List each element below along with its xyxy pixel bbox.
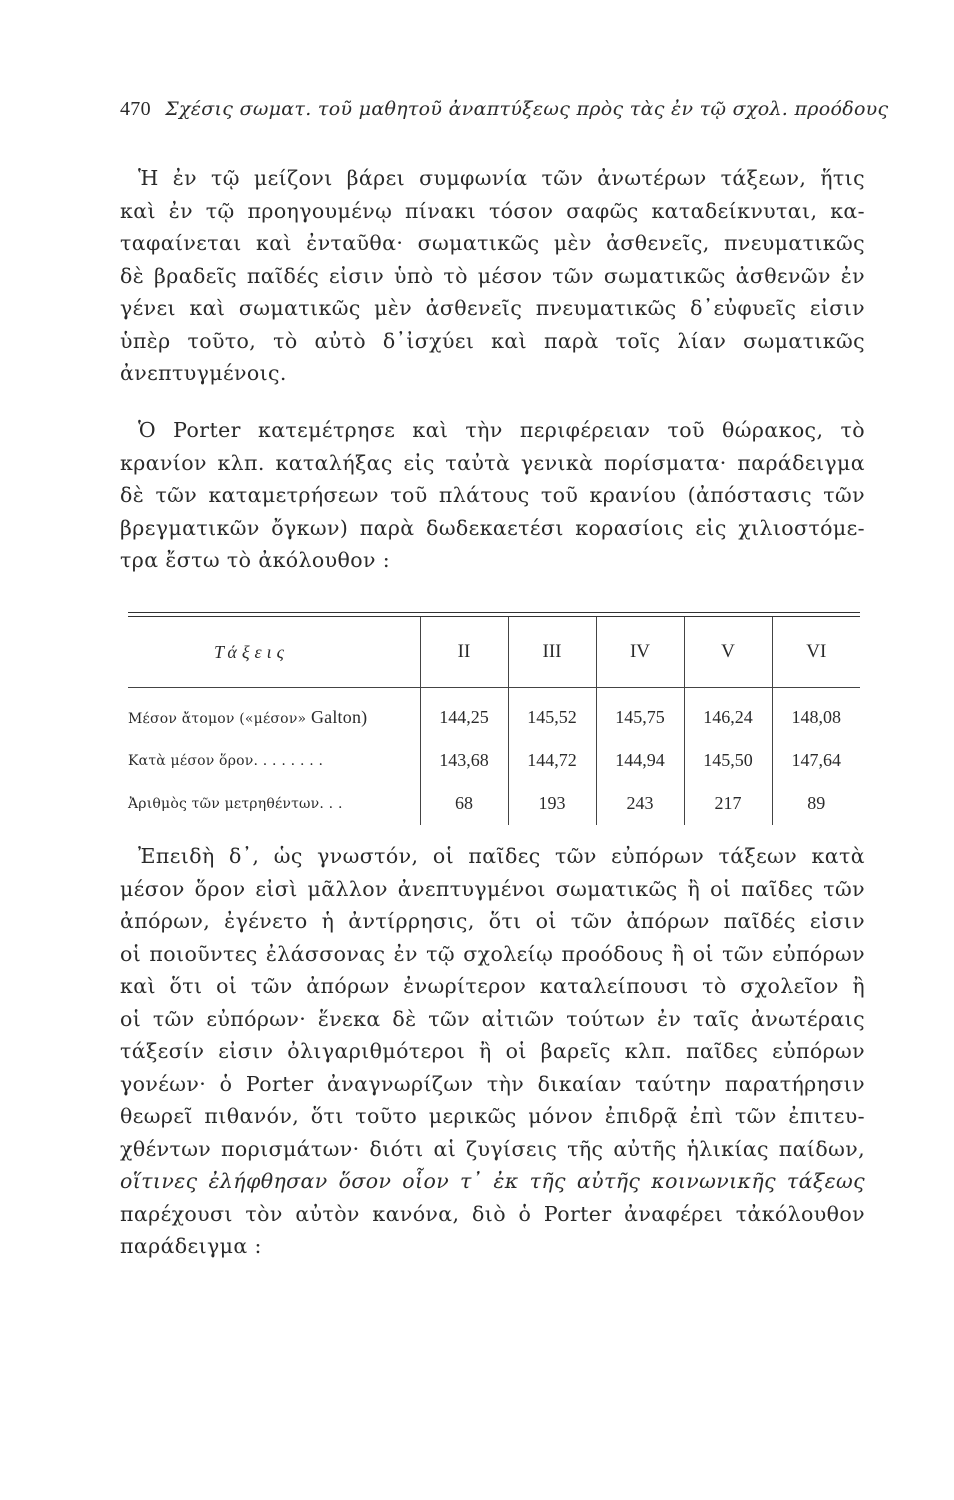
paragraph-2 [120, 414, 865, 577]
text-line: Ἡ ἐν τῷ μείζονι βάρει συμφωνία τῶν ἀνωτέρων τάξεων, ἥτις [138, 166, 865, 190]
table-row [128, 688, 860, 739]
table-cell: 148,08 [772, 688, 860, 739]
text-line: βρεγματικῶν ὄγκων) παρὰ δωδεκαετέσι κορασίοις εἰς χιλιοστόμε- [120, 515, 865, 540]
text-line: γένει καὶ σωματικῶς μὲν ἀσθενεῖς πνευματικῶς δ᾽εὐφυεῖς εἰσιν [120, 296, 865, 320]
column-header: II [420, 617, 508, 688]
text-line: τάξεσίν εἰσιν ὀλιγαριθμότεροι ἢ οἱ βαρεῖς κλπ. παῖδες εὐπόρων [120, 1039, 865, 1063]
table-row [128, 739, 860, 782]
table-cell: 146,24 [684, 688, 772, 739]
text-line: καὶ ὅτι οἱ τῶν ἀπόρων ἐνωρίτερον καταλείπουσι τὸ σχολεῖον ἢ [120, 974, 865, 998]
table-cell: 144,94 [596, 739, 684, 782]
table-cell: 243 [596, 782, 684, 825]
table-cell: 145,52 [508, 688, 596, 739]
table-cell: 89 [772, 782, 860, 825]
text-line: Ὁ Porter κατεμέτρησε καὶ τὴν περιφέρειαν τοῦ θώρακος, τὸ [138, 418, 865, 442]
text-line: μέσον ὅρον εἰσὶ μᾶλλον ἀνεπτυγμένοι σωματικῶς ἢ οἱ παῖδες τῶν [120, 876, 865, 901]
text-line: ἀνεπτυγμένοις. [120, 361, 287, 385]
table-cell: 143,68 [420, 739, 508, 782]
text-line: τρα ἔστω τὸ ἀκόλουθον : [120, 548, 391, 572]
text-line: κρανίον κλπ. καταλήξας εἰς ταὐτὰ γενικὰ πορίσματα· παράδειγμα [120, 450, 865, 475]
paragraph-3 [120, 840, 865, 1263]
text-line: οἱ τῶν εὐπόρων· ἕνεκα δὲ τῶν αἰτιῶν τούτων ἐν ταῖς ἀνωτέραις [120, 1006, 865, 1031]
column-header: III [508, 617, 596, 688]
row-label-latin: Galton) [310, 707, 368, 727]
text-line: Ἐπειδὴ δ᾽, ὡς γνωστόν, οἱ παῖδες τῶν εὐπόρων τάξεων κατὰ [138, 844, 865, 868]
text-line: καὶ ἐν τῷ προηγουμένῳ πίνακι τόσον σαφῶς καταδείκνυται, κα- [120, 198, 865, 223]
row-label: Ἀριθμὸς τῶν μετρηθέντων. . . [128, 795, 343, 812]
text-line: παρέχουσι τὸν αὐτὸν κανόνα, διὸ ὁ Porter ἀναφέρει τἀκόλουθον [120, 1201, 865, 1226]
table-header-row [128, 617, 860, 688]
row-label [128, 688, 420, 739]
running-head [120, 98, 889, 121]
table-cell: 144,72 [508, 739, 596, 782]
table-cell: 68 [420, 782, 508, 825]
table-cell: 145,50 [684, 739, 772, 782]
page-number: 470 [120, 98, 151, 120]
paragraph-1 [120, 162, 865, 390]
row-label: Κατὰ μέσον ὅρον. . . . . . . . [128, 752, 324, 769]
running-title: Σχέσις σωματ. τοῦ μαθητοῦ ἀναπτύξεως πρὸς τὰς ἐν τῷ σχολ. προόδους [165, 98, 889, 120]
column-header: V [684, 617, 772, 688]
table-cell: 147,64 [772, 739, 860, 782]
column-header-label: Τάξεις [214, 641, 289, 662]
text-line: ταφαίνεται καὶ ἐνταῦθα· σωματικῶς μὲν ἀσθενεῖς, πνευματικῶς [120, 231, 865, 255]
table-cell: 217 [684, 782, 772, 825]
text-line: δὲ βραδεῖς παῖδές εἰσιν ὑπὸ τὸ μέσον τῶν σωματικῶς ἀσθενῶν ἐν [120, 263, 865, 288]
table-row [128, 782, 860, 825]
text-line: ἀπόρων, ἐγένετο ἡ ἀντίρρησις, ὅτι οἱ τῶν ἀπόρων παῖδές εἰσιν [120, 909, 865, 933]
text-line: θεωρεῖ πιθανόν, ὅτι τοῦτο μερικῶς μόνον ἐπιδρᾷ ἐπὶ τῶν ἐπιτευ- [120, 1104, 865, 1128]
text-line: παράδειγμα : [120, 1234, 262, 1258]
column-header: IV [596, 617, 684, 688]
table-cell: 145,75 [596, 688, 684, 739]
table-cell: 193 [508, 782, 596, 825]
text-line: δὲ τῶν καταμετρήσεων τοῦ πλάτους τοῦ κρανίου (ἀπόστασις τῶν [120, 483, 865, 507]
text-line: γονέων· ὁ Porter ἀναγνωρίζων τὴν δικαίαν ταύτην παρατήρησιν [120, 1071, 865, 1096]
column-header: VI [772, 617, 860, 688]
text-line: οἱ ποιοῦντες ἐλάσσονας ἐν τῷ σχολείῳ προόδους ἢ οἱ τῶν εὐπόρων [120, 941, 865, 966]
text-line: οἵτινες ἐλήφθησαν ὅσον οἷον τ᾽ ἐκ τῆς αὐτῆς κοινωνικῆς τάξεως [120, 1169, 865, 1193]
text-line: χθέντων πορισμάτων· διότι αἱ ζυγίσεις τῆς αὐτῆς ἡλικίας παίδων, [120, 1136, 865, 1161]
table-cell: 144,25 [420, 688, 508, 739]
row-label-greek: Μέσον ἄτομον («μέσον» [128, 711, 311, 727]
text-line: ὑπὲρ τοῦτο, τὸ αὐτὸ δ᾽ἰσχύει καὶ παρὰ τοῖς λίαν σωματικῶς [120, 328, 865, 353]
measurement-table [128, 612, 860, 825]
